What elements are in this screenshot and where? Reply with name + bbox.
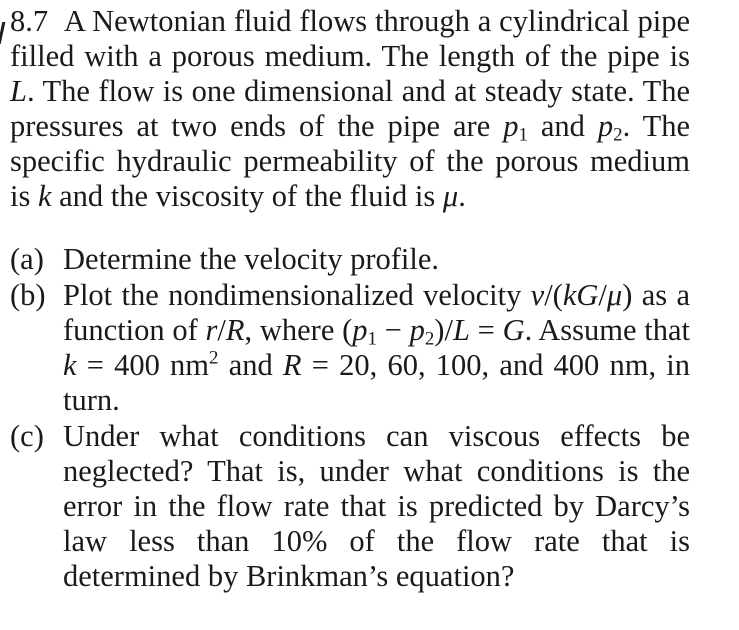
part-text: = 400 nm [76, 348, 210, 382]
part-label: (b) [10, 278, 46, 312]
var-R: R [282, 348, 302, 382]
var-R: R [225, 313, 245, 347]
var-L: L [10, 74, 27, 108]
statement-text: . The specific hydraulic permeability of the porous medium is [10, 109, 691, 213]
statement-text: . The flow is one dimensional and at steady state. The pressures at two ends of the pipe are [10, 74, 690, 143]
subscript: 2 [613, 124, 623, 146]
var-p: p [409, 313, 425, 347]
part-text: / [217, 313, 226, 347]
part-label: (a) [10, 242, 44, 276]
problem-parts [10, 242, 690, 595]
statement-text: A Newtonian fluid flows through a cylindrical pipe filled with a porous medium. The length of the pipe is [10, 4, 690, 73]
part-text: − [376, 313, 410, 347]
part-a [10, 242, 690, 277]
part-text: /( [544, 278, 563, 312]
statement-text: and [527, 109, 598, 143]
statement-text: . [458, 179, 466, 213]
var-k: k [37, 179, 52, 213]
part-text: and [218, 348, 283, 382]
part-label: (c) [10, 419, 44, 453]
var-mu: μ [606, 278, 623, 312]
problem-number: 8.7 [10, 4, 49, 38]
var-p: p [597, 109, 614, 143]
part-text: ) as a function of [63, 278, 690, 347]
var-k: k [63, 348, 77, 382]
var-kG: kG [562, 278, 599, 312]
superscript: 2 [209, 347, 219, 369]
part-text: = 20, 60, 100, and 400 nm, in turn. [63, 348, 690, 417]
part-text: = [469, 313, 503, 347]
var-p: p [352, 313, 368, 347]
var-mu: μ [442, 179, 459, 213]
problem-statement [10, 4, 690, 214]
statement-text: and the viscosity of the fluid is [51, 179, 443, 213]
var-G: G [502, 313, 525, 347]
part-text: / [598, 278, 607, 312]
part-b [10, 278, 690, 418]
part-text: )/ [434, 313, 453, 347]
part-text: . Assume that [524, 313, 690, 347]
var-v: v [530, 278, 545, 312]
part-text: Determine the velocity profile. [63, 242, 440, 276]
subscript: 1 [367, 328, 377, 350]
part-text: Plot the nondimensionalized velocity [63, 278, 531, 312]
var-L: L [452, 313, 470, 347]
part-c [10, 419, 690, 594]
part-text: Under what conditions can viscous effects be neglected? That is, under what conditions is the error in the flow rate that is predicted by Darcy’s law less than 10% of the flow rate that is determined by Brinkman’s equation? [63, 419, 690, 593]
var-r: r [205, 313, 218, 347]
subscript: 1 [518, 124, 528, 146]
part-text: , where ( [244, 313, 353, 347]
subscript: 2 [424, 328, 435, 350]
var-p: p [503, 109, 519, 143]
page-edge-mark [0, 22, 5, 44]
